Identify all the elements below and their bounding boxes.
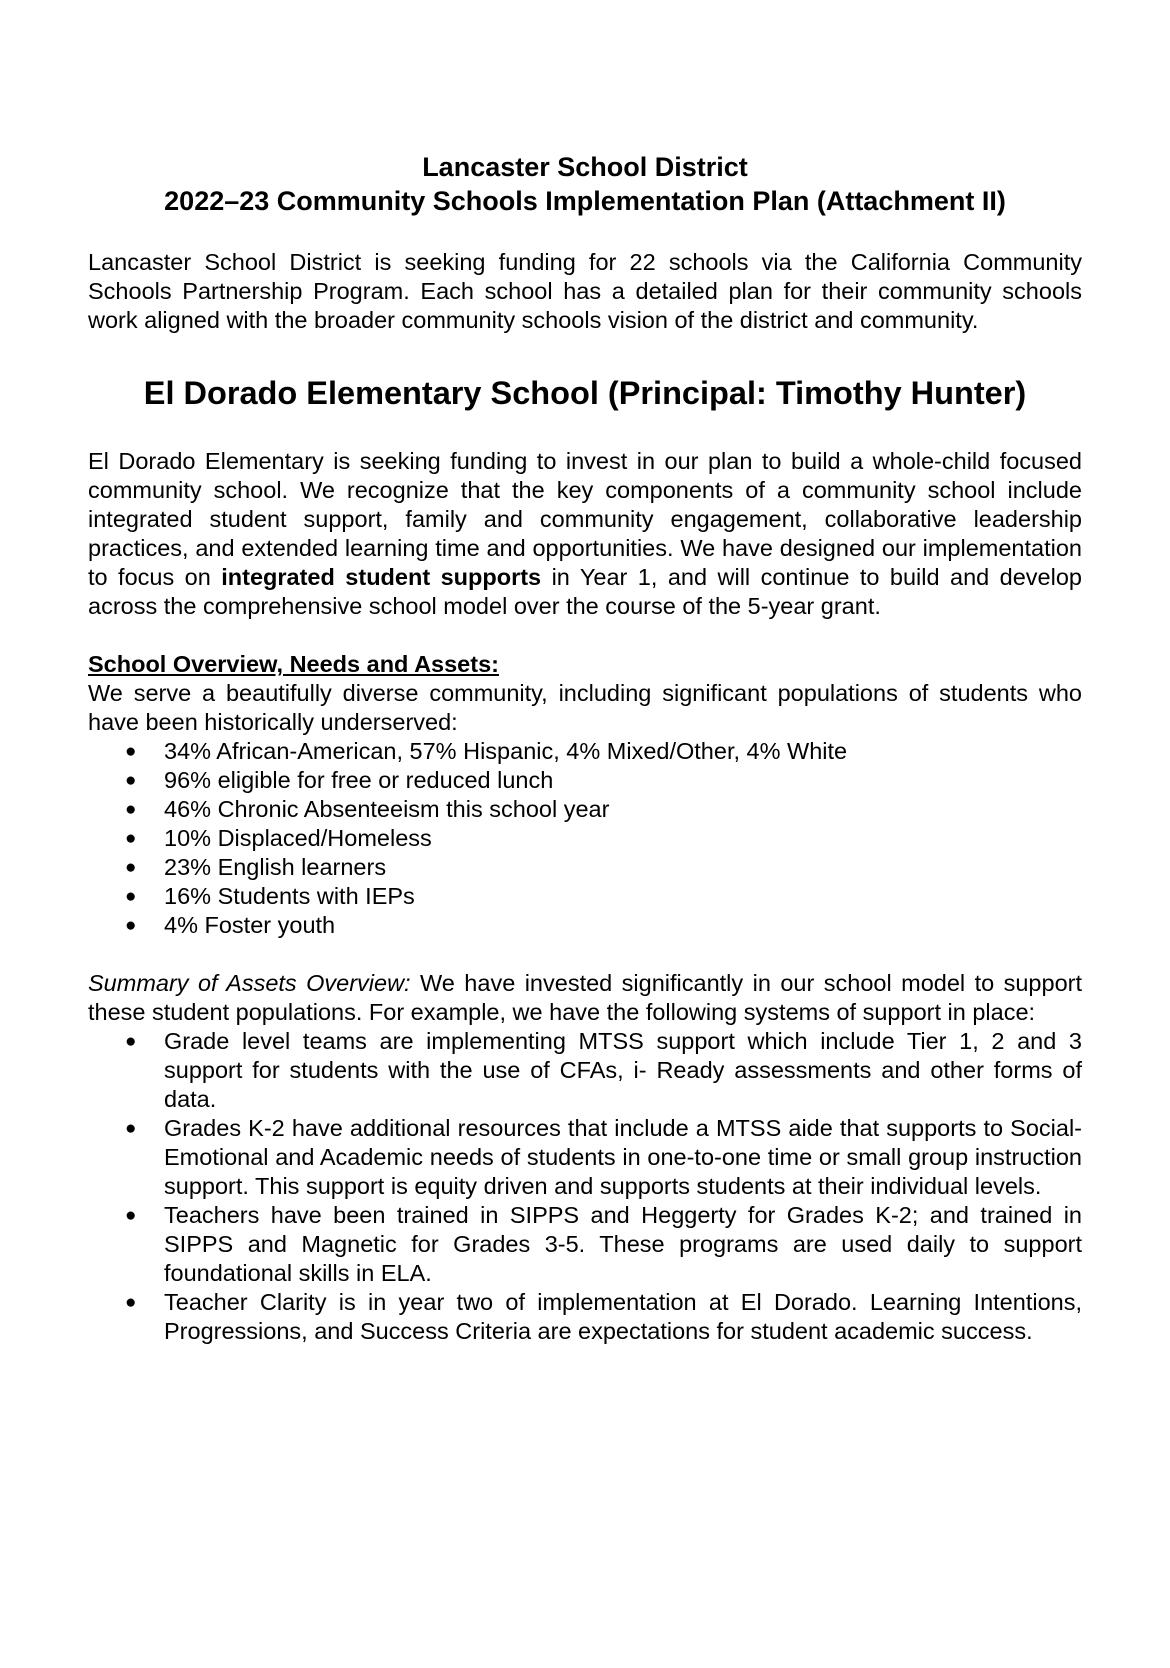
bullet-icon: ● bbox=[125, 1292, 137, 1313]
assets-paragraph bbox=[88, 969, 1082, 1027]
list-item: ● Grades K-2 have additional resources that include a MTSS aide that supports to Social-Emotional and Academic needs of students in one-to-one time or small group instruction support. This support is equity driven and supports students at their individual levels. bbox=[125, 1115, 1082, 1199]
list-item: ● 46% Chronic Absenteeism this school year bbox=[125, 796, 610, 822]
school-paragraph-text-2: in Year 1, and will continue to build and develop across the comprehensive school model over the course of the 5-year grant. bbox=[88, 564, 1082, 619]
overview-intro: We serve a beautifully diverse community, including significant populations of students who have been historically underserved: bbox=[88, 680, 1082, 735]
assets-label: Summary of Assets Overview: bbox=[88, 970, 411, 996]
document-page bbox=[88, 150, 1082, 1346]
list-item: ● Grade level teams are implementing MTSS support which include Tier 1, 2 and 3 support for students with the use of CFAs, i- Ready assessments and other forms of data. bbox=[125, 1028, 1082, 1112]
school-paragraph bbox=[88, 447, 1082, 621]
intro-paragraph: Lancaster School District is seeking funding for 22 schools via the California Community Schools Partnership Program. Each school has a detailed plan for their community schools work aligned with the broader community schools vision of the district and community. bbox=[88, 249, 1082, 333]
list-item: ● Teachers have been trained in SIPPS and Heggerty for Grades K-2; and trained in SIPPS and Magnetic for Grades 3-5. These programs are used daily to support foundational skills in ELA. bbox=[125, 1202, 1082, 1286]
list-item: ● 34% African-American, 57% Hispanic, 4% Mixed/Other, 4% White bbox=[125, 738, 848, 764]
district-title: Lancaster School District bbox=[422, 152, 748, 182]
list-item: ● 96% eligible for free or reduced lunch bbox=[125, 767, 554, 793]
bullet-icon: ● bbox=[125, 886, 137, 907]
assets-text: We have invested significantly in our school model to support these student populations. For example, we have the following systems of support in place: bbox=[88, 970, 1082, 1025]
plan-title: 2022–23 Community Schools Implementation Plan (Attachment II) bbox=[164, 186, 1006, 216]
school-paragraph-text-1: El Dorado Elementary is seeking funding to invest in our plan to build a whole-child focused community school. We recognize that the key components of a community school include integrated student support, family and community engagement, collaborative leadership practices, and extended learning time and opportunities. We have designed our implementation to focus on bbox=[88, 448, 1082, 590]
list-item: ● Teacher Clarity is in year two of implementation at El Dorado. Learning Intentions, Progressions, and Success Criteria are expectations for student academic success. bbox=[125, 1289, 1082, 1344]
list-item: ● 10% Displaced/Homeless bbox=[125, 825, 432, 851]
bullet-icon: ● bbox=[125, 741, 137, 762]
list-item: ● 23% English learners bbox=[125, 854, 387, 880]
bullet-icon: ● bbox=[125, 770, 137, 791]
school-paragraph-bold: integrated student supports bbox=[221, 564, 542, 590]
demographics-list bbox=[88, 737, 1082, 940]
bullet-icon: ● bbox=[125, 799, 137, 820]
bullet-icon: ● bbox=[125, 857, 137, 878]
bullet-icon: ● bbox=[125, 915, 137, 936]
school-heading: El Dorado Elementary School (Principal: Timothy Hunter) bbox=[143, 375, 1027, 411]
bullet-icon: ● bbox=[125, 1205, 137, 1226]
assets-list bbox=[88, 1027, 1082, 1346]
list-item: ● 4% Foster youth bbox=[125, 912, 336, 938]
bullet-icon: ● bbox=[125, 1118, 137, 1139]
overview-heading: School Overview, Needs and Assets: bbox=[88, 651, 499, 677]
bullet-icon: ● bbox=[125, 1031, 137, 1052]
list-item: ● 16% Students with IEPs bbox=[125, 883, 415, 909]
bullet-icon: ● bbox=[125, 828, 137, 849]
